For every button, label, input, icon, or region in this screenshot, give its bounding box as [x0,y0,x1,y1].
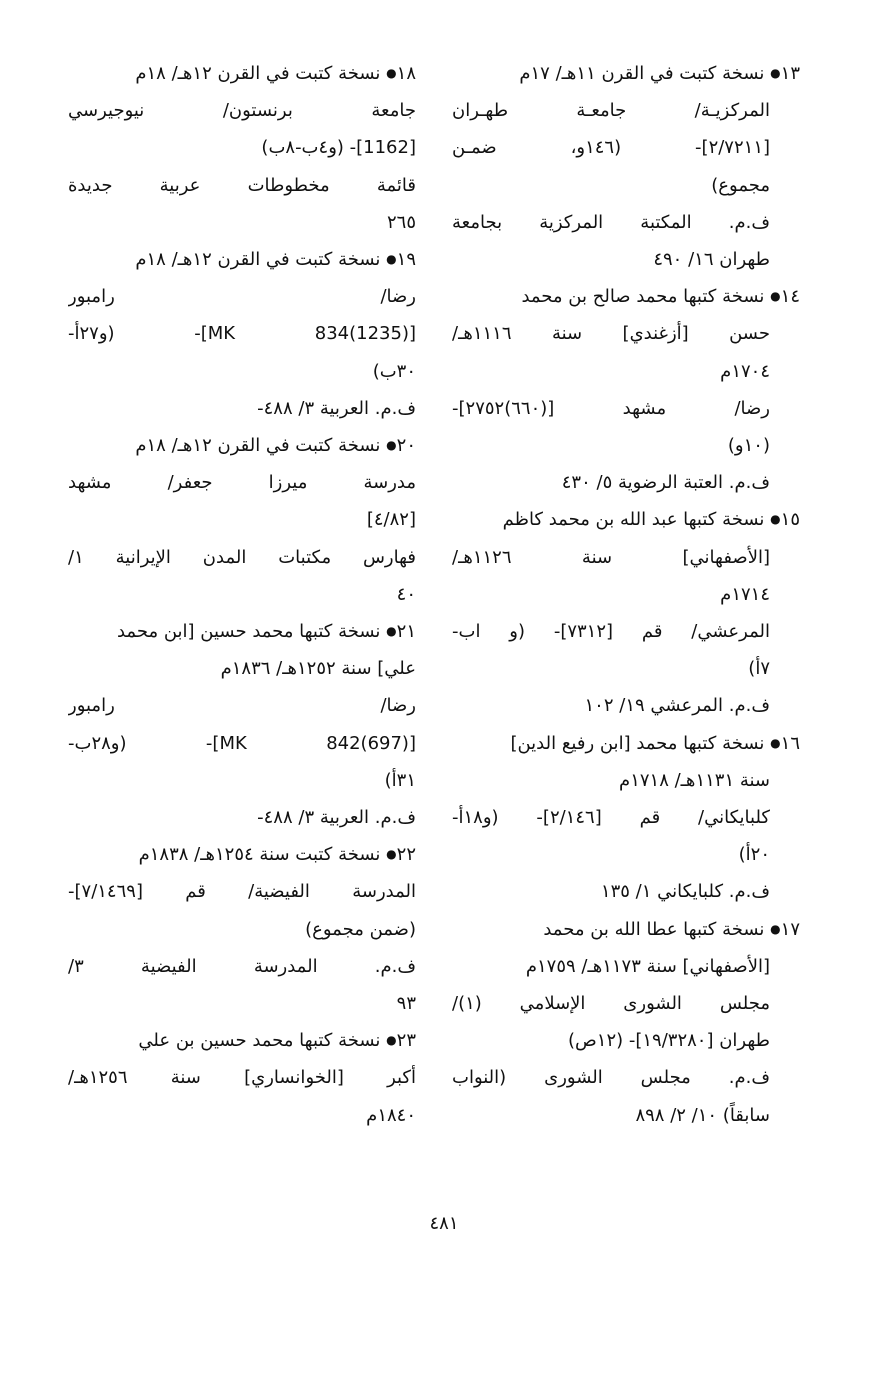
entry-line: [MK 842(697)]- (و٢٨ب- [68,732,416,754]
entry-line: طهران [١٩/٣٢٨٠]- (١٢ص) [567,1030,770,1052]
entry-number: ١٩ [396,249,416,271]
entry-line: ٣٠ب) [372,360,416,382]
bullet-icon: ● [386,66,397,80]
entry-line: أكبر [الخوانساري] سنة ١٢٥٦هـ/ [68,1067,416,1089]
manuscript-entry [452,725,800,911]
bullet-icon: ● [770,66,781,80]
manuscript-entry [452,55,800,278]
manuscript-entry [452,911,800,1134]
entry-line: ف.م. المكتبة المركزية بجامعة [452,211,770,233]
bullet-icon: ● [386,438,397,453]
entry-line: فهارس مكتبات المدن الإيرانية ١/ [68,546,416,568]
entry-number: ١٤ [780,286,800,308]
entry-text: نسخة كتبها محمد حسين بن علي [138,1030,381,1052]
bullet-icon: ● [386,1033,397,1048]
manuscript-entry [452,501,800,724]
entry-line: رضا/ مشهد [(٦٦٠)٢٧٥٢]- [452,397,770,419]
entry-first-line [68,241,416,278]
bullet-icon: ● [386,252,397,267]
manuscript-entry [68,241,416,427]
entry-line: سابقاً) ١٠/ ٢/ ٨٩٨ [635,1104,770,1126]
manuscript-entry [68,836,416,1022]
entry-line: جامعة برنستون/ نيوجيرسي [68,100,416,122]
entry-text: نسخة كتبها محمد حسين [ابن محمد [116,621,381,643]
entry-line: ١٧١٤م [720,583,770,605]
manuscript-entry [68,1022,416,1134]
entry-number: ٢٠ [396,435,416,457]
entry-line: [1162]- (و٤ب-٨ب) [261,137,416,159]
bullet-icon: ● [386,624,397,639]
entry-line: رضا/ رامبور [68,695,416,717]
bullet-icon: ● [770,921,781,936]
entry-first-line [68,1022,416,1059]
entry-line: ٩٣ [396,993,416,1015]
page-number: ٤٨١ [429,1213,459,1234]
entry-number: ٢١ [396,621,416,643]
entry-text: نسخة كتبها محمد [ابن رفيع الدين] [510,732,765,754]
entry-first-line [452,55,800,92]
entry-text: نسخة كتبها محمد صالح بن محمد [521,286,765,308]
bullet-icon: ● [770,289,781,304]
entry-number: ١٣ [780,63,800,84]
entry-line: ف.م. المرعشي ١٩/ ١٠٢ [584,695,770,717]
entry-line: المدرسة الفيضية/ قم [٧/١٤٦٩]- [68,881,416,903]
entry-first-line [452,911,800,948]
entry-first-line [452,725,800,762]
bullet-icon: ● [770,735,781,750]
entry-text: نسخة كتبت في القرن ١٢هـ/ ١٨م [135,249,381,271]
entry-text: نسخة كتبت في القرن ١١هـ/ ١٧م [519,63,765,84]
entry-line: مدرسة ميرزا جعفر/ مشهد [68,472,416,494]
entry-line: ٧أ) [748,658,770,680]
manuscript-entry [68,55,416,241]
entry-first-line [68,55,416,92]
entry-line: ٢٦٥ [386,211,416,233]
entry-line: [الأصفهاني] سنة ١١٢٦هـ/ [452,546,770,568]
entry-line: علي] سنة ١٢٥٢هـ/ ١٨٣٦م [220,658,416,680]
entry-line: قائمة مخطوطات عربية جديدة [68,174,416,196]
entry-line: مجلس الشورى الإسلامي (١)/ [452,993,770,1015]
entry-line: ف.م. كلبايكاني ١/ ١٣٥ [600,881,770,903]
entry-first-line [68,836,416,873]
entry-line: ١٨٤٠م [366,1104,416,1126]
entry-line: المركزيـة/ جامعـة طهـران [452,100,770,122]
entry-text: نسخة كتبت في القرن ١٢هـ/ ١٨م [135,435,381,457]
entry-number: ١٧ [780,918,800,940]
entry-text: نسخة كتبها عبد الله بن محمد كاظم [502,509,765,531]
entry-number: ١٥ [780,509,800,531]
scan-mark [486,2,490,6]
entry-line: طهران ١٦/ ٤٩٠ [653,249,770,271]
entry-line: ف.م. العتبة الرضوية ٥/ ٤٣٠ [561,472,770,494]
manuscript-entry [452,278,800,501]
entry-text: نسخة كتبت سنة ١٢٥٤هـ/ ١٨٣٨م [138,844,381,866]
entry-line: [٢/٧٢١١]- (١٤٦و، ضمـن [452,137,771,159]
bullet-icon: ● [386,847,397,862]
right-column [452,55,800,1134]
entry-number: ٢٢ [396,844,416,866]
entry-line: [الأصفهاني] سنة ١١٧٣هـ/ ١٧٥٩م [525,955,770,977]
entry-line: (ضمن مجموع) [305,918,416,940]
entry-line: ٤٠ [396,583,416,605]
entry-line: حسن [أزغندي] سنة ١١١٦هـ/ [452,323,770,345]
bullet-icon: ● [770,512,781,527]
entry-number: ١٦ [780,732,800,754]
entry-line: سنة ١١٣١هـ/ ١٧١٨م [619,769,770,791]
left-column [68,55,416,1134]
entry-line: ف.م. العربية ٣/ ٤٨٨- [257,397,416,419]
entry-line: ف.م. العربية ٣/ ٤٨٨- [257,807,416,829]
entry-line: ف.م. مجلس الشورى (النواب [452,1067,770,1089]
entry-line: كلبايكاني/ قم [٢/١٤٦]- (و١٨أ- [452,807,770,829]
manuscript-entry [68,427,416,613]
entry-number: ٢٣ [396,1030,416,1052]
entry-line: [٤/٨٢] [366,509,416,531]
entry-line: (١٠و) [727,435,770,457]
entry-line: ٢٠أ) [738,844,770,866]
entry-line: ف.م. المدرسة الفيضية ٣/ [68,955,416,977]
entry-line: ١٧٠٤م [720,360,770,382]
entry-line: ٣١أ) [384,769,416,791]
entry-line: مجموع) [711,174,770,196]
entry-first-line [68,427,416,464]
entry-line: [MK 834(1235)]- (و٢٧أ- [68,323,416,345]
entry-line: رضا/ رامبور [68,286,416,308]
entry-first-line [68,613,416,650]
entry-line: المرعشي/ قم [٧٣١٢]- (و اب- [452,621,770,643]
entry-text: نسخة كتبها عطا الله بن محمد [543,918,765,940]
entry-text: نسخة كتبت في القرن ١٢هـ/ ١٨م [135,63,381,84]
manuscript-entry [68,613,416,836]
entry-number: ١٨ [396,63,416,84]
entry-first-line [452,501,800,538]
entry-first-line [452,278,800,315]
